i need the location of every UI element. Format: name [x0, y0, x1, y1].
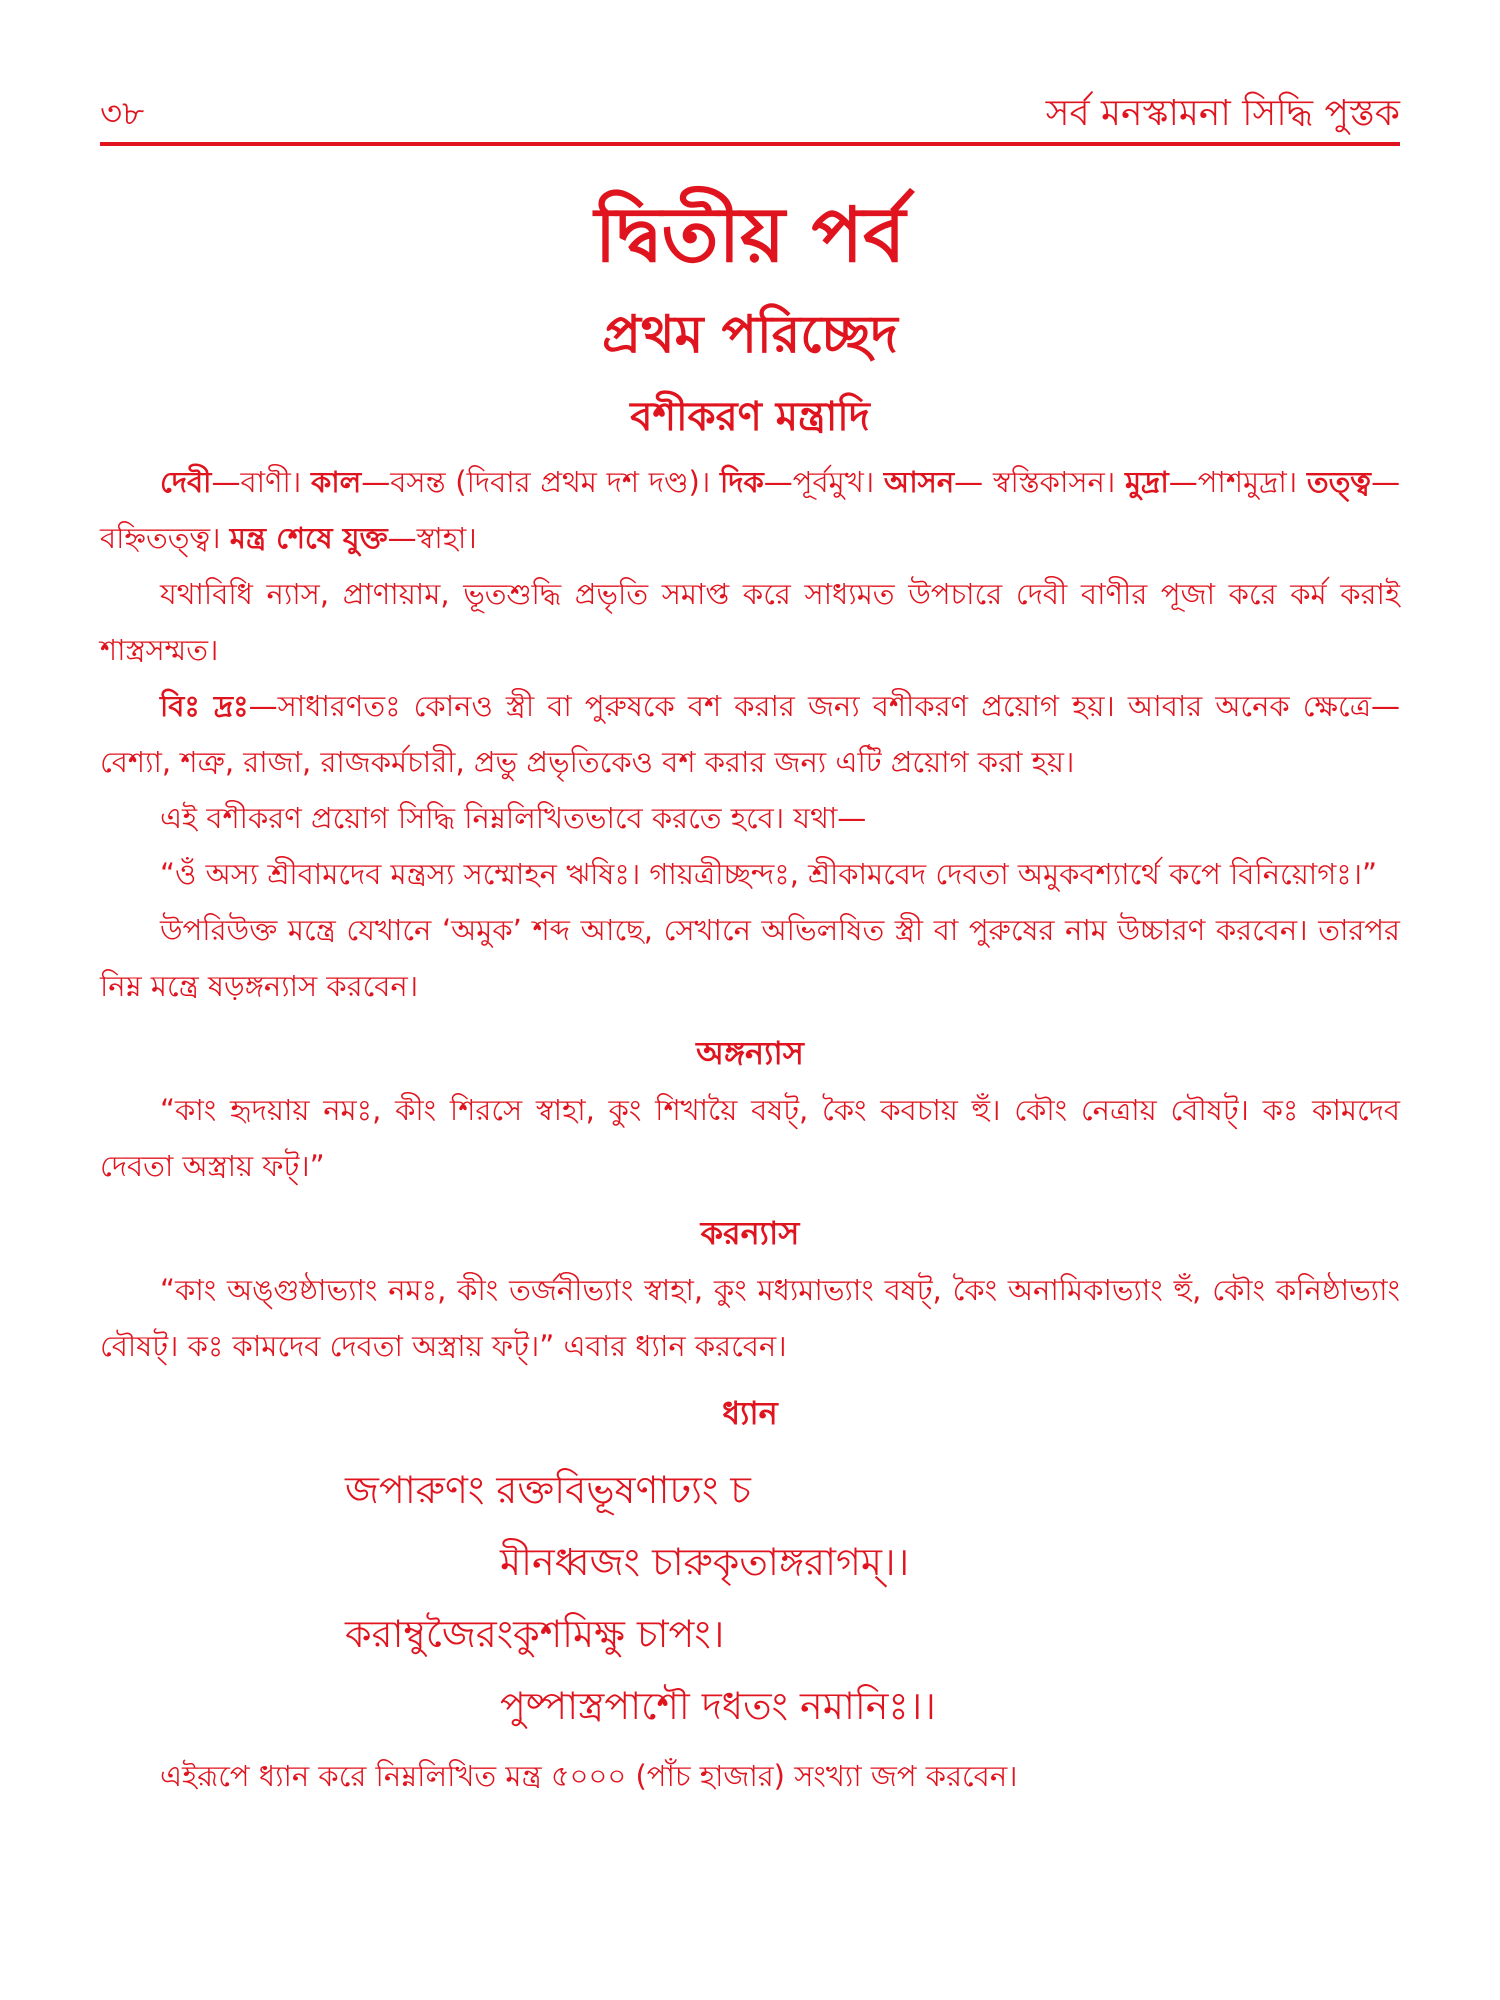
devi-value: —বাণী। — [211, 465, 302, 499]
kaal-value: —বসন্ত (দিবার প্রথম দশ দণ্ড)। — [361, 465, 711, 499]
note-text: —সাধারণতঃ কোনও স্ত্রী বা পুরুষকে বশ করার জন্য বশীকরণ প্রয়োগ হয়। আবার অনেক ক্ষেত্রে—বেশ্যা, শত্রু, রাজা, রাজকর্মচারী, প্রভু প্রভৃতিকেও বশ করার জন্য এটি প্রয়োগ করা হয়। — [100, 689, 1401, 779]
karanyas-text: “কাং অঙ্গুষ্ঠাভ্যাং নমঃ, কীং তর্জনীভ্যাং স্বাহা, কুং মধ্যমাভ্যাং বষট্, কৈং অনামিকাভ্যাং হুঁ, কৌং কনিষ্ঠাভ্যাং বৌষট্। কঃ কামদেব দেবতা অস্ত্রায় ফট্।” এবার ধ্যান করবেন। — [100, 1273, 1400, 1363]
dik-label: দিক — [719, 465, 764, 499]
kaal-label: কাল — [310, 465, 362, 499]
mantra-suffix-label: মন্ত্র শেষে যুক্ত — [229, 521, 388, 555]
verse-line-4: পুষ্পাস্ত্রপাশৌ দধতং নমানিঃ।। — [500, 1684, 936, 1728]
running-title: সর্ব মনস্কামনা সিদ্ধি পুস্তক — [1045, 93, 1400, 134]
section-heading: বশীকরণ মন্ত্রাদি — [630, 394, 870, 440]
karanyas-heading: করন্যাস — [700, 1214, 800, 1252]
mudra-label: মুদ্রা — [1124, 465, 1169, 499]
dik-value: —পূর্বমুখ। — [763, 465, 875, 499]
note-paragraph — [100, 678, 1400, 790]
anganyas-text: “কাং হৃদয়ায় নমঃ, কীং শিরসে স্বাহা, কুং শিখায়ৈ বষট্, কৈং কবচায় হুঁ। কৌং নেত্রায় বৌষট্। কঃ কামদেব দেবতা অস্ত্রায় ফট্।” — [100, 1093, 1400, 1183]
verse-line-1: জপারুণং রক্তবিভূষণাঢ্যং চ — [345, 1468, 751, 1512]
note-label: বিঃ দ্রঃ — [160, 689, 249, 723]
page-number: ৩৮ — [100, 94, 145, 134]
anganyas-heading: অঙ্গন্যাস — [696, 1034, 804, 1072]
mantra-suffix-value: —স্বাহা। — [387, 521, 477, 555]
paragraph-procedure: যথাবিধি ন্যাস, প্রাণায়াম, ভূতশুদ্ধি প্রভৃতি সমাপ্ত করে সাধ্যমত উপচারে দেবী বাণীর পূজা করে কর্ম করাই শাস্ত্রসম্মত। — [100, 577, 1400, 667]
dhyan-heading: ধ্যান — [722, 1394, 778, 1432]
tattva-label: তত্ত্ব — [1306, 465, 1372, 499]
dhyan-verse — [100, 1454, 1400, 1742]
paragraph-viniyog: “ওঁ অস্য শ্রীবামদেব মন্ত্রস্য সম্মোহন ঋষিঃ। গায়ত্রীচ্ছন্দঃ, শ্রীকামবেদ দেবতা অমুকবশ্যার্থে কপে বিনিয়োগঃ।” — [160, 857, 1378, 891]
page-content — [100, 180, 1400, 1804]
verse-line-3: করাম্বুজৈরংকুশমিক্ষু চাপং। — [345, 1612, 725, 1656]
closing-paragraph: এইরূপে ধ্যান করে নিম্নলিখিত মন্ত্র ৫০০০ (পাঁচ হাজার) সংখ্যা জপ করবেন। — [160, 1759, 1018, 1793]
paragraph-instruction: উপরিউক্ত মন্ত্রে যেখানে ‘অমুক’ শব্দ আছে, সেখানে অভিলষিত স্ত্রী বা পুরুষের নাম উচ্চারণ করবেন। তারপর নিম্ন মন্ত্রে ষড়ঙ্গন্যাস করবেন। — [100, 913, 1400, 1003]
asan-value: — স্বস্তিকাসন। — [954, 465, 1116, 499]
asan-label: আসন — [883, 465, 955, 499]
verse-line-2: মীনধ্বজং চারুকৃতাঙ্গরাগম্।। — [500, 1540, 910, 1584]
part-heading: দ্বিতীয় পর্ব — [594, 190, 906, 279]
chapter-heading: প্রথম পরিচ্ছেদ — [602, 305, 898, 365]
paragraph-method: এই বশীকরণ প্রয়োগ সিদ্ধি নিম্নলিখিতভাবে করতে হবে। যথা— — [160, 801, 867, 835]
tattva-value: —বহ্নিতত্ত্ব। — [100, 465, 1401, 555]
page-header — [100, 82, 1400, 146]
devi-label: দেবী — [160, 465, 212, 499]
specs-paragraph — [100, 454, 1400, 566]
mudra-value: —পাশমুদ্রা। — [1168, 465, 1298, 499]
